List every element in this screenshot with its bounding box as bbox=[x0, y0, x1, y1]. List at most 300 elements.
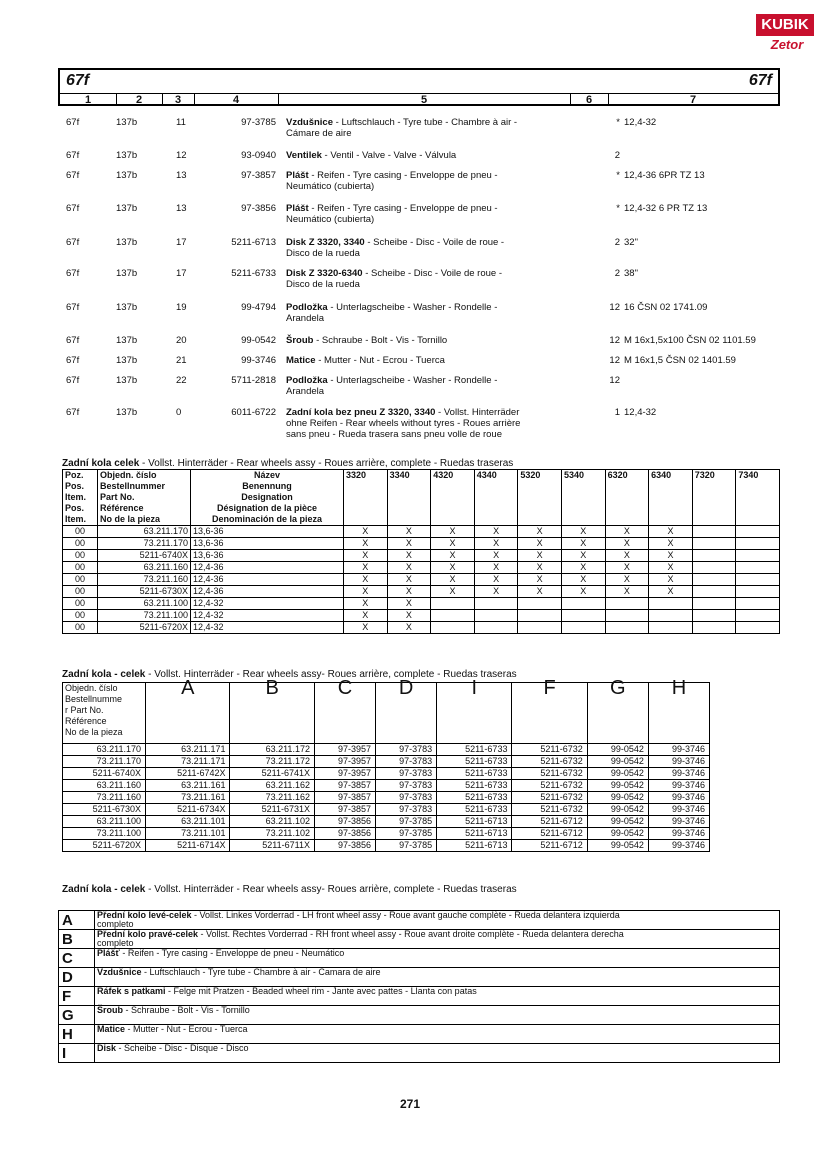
part-qty: 2 bbox=[614, 268, 620, 279]
compat-mark bbox=[692, 610, 736, 622]
section2-title-rest: - Vollst. Hinterräder - Rear wheels assy- Roues arrière, complete - Ruedas traseras bbox=[145, 669, 517, 680]
part-number-cell: 97-3783 bbox=[376, 744, 437, 756]
table-header-row bbox=[63, 683, 710, 744]
part-desc: - Scheibe - Disc - Voile de roue - bbox=[364, 237, 505, 248]
model-header: 5340 bbox=[561, 470, 605, 526]
part-number-cell: 5211-6741X bbox=[230, 768, 314, 780]
part-c4: 97-3857 bbox=[241, 170, 276, 181]
compat-mark bbox=[474, 598, 518, 610]
col-header-3: 3 bbox=[174, 94, 182, 106]
component-letter-header: A bbox=[146, 683, 230, 744]
table-row bbox=[63, 768, 710, 780]
section-code-left: 67f bbox=[66, 72, 90, 89]
section2-title bbox=[62, 669, 517, 680]
component-letter-header: G bbox=[587, 683, 648, 744]
part-c4: 6011-6722 bbox=[231, 407, 276, 418]
table-row bbox=[63, 828, 710, 840]
part-description bbox=[286, 117, 556, 139]
part-desc: - Reifen - Tyre casing - Enveloppe de pneu - bbox=[308, 170, 498, 181]
part-number-cell: 97-3857 bbox=[314, 804, 375, 816]
part-qty: * bbox=[616, 117, 620, 128]
part-name: Plášt bbox=[286, 170, 309, 181]
part-c3: 17 bbox=[176, 237, 187, 248]
part-number-cell: 99-0542 bbox=[587, 744, 648, 756]
table-row bbox=[63, 744, 710, 756]
compat-mark bbox=[736, 598, 780, 610]
part-number-header: Objedn. číslo Bestellnumme r Part No. Référence No de la pieza bbox=[63, 683, 146, 744]
col-header-7: 7 bbox=[689, 94, 697, 106]
compat-mark bbox=[518, 598, 562, 610]
section-code-right: 67f bbox=[748, 72, 772, 89]
part-c2: 137b bbox=[116, 355, 138, 366]
part-c1: 67f bbox=[66, 407, 80, 418]
compat-mark: X bbox=[561, 574, 605, 586]
part-number-cell: 73.211.100 bbox=[63, 828, 146, 840]
part-c1: 67f bbox=[66, 302, 80, 313]
compat-mark bbox=[736, 538, 780, 550]
part-desc-line2: Disco de la rueda bbox=[286, 279, 360, 290]
compat-mark bbox=[518, 610, 562, 622]
part-name: Zadní kola bez pneu Z 3320, 3340 bbox=[286, 407, 436, 418]
part-number-cell: 97-3957 bbox=[314, 756, 375, 768]
part-desc-line3: sans pneu - Rueda trasera sans pneu volle de roue bbox=[286, 429, 502, 440]
part-desc-line2: Arandela bbox=[286, 386, 325, 397]
part-note: 16 ČSN 02 1741.09 bbox=[624, 302, 708, 313]
table-row bbox=[63, 586, 780, 598]
part-desc: - Unterlagscheibe - Washer - Rondelle - bbox=[327, 375, 498, 386]
compat-mark: X bbox=[474, 562, 518, 574]
part-number-cell: 63.211.160 bbox=[63, 780, 146, 792]
part-c2: 137b bbox=[116, 407, 138, 418]
part-number-cell: 99-3746 bbox=[648, 768, 709, 780]
compat-mark bbox=[692, 586, 736, 598]
legend-desc: - Luftschlauch - Tyre tube - Chambre à air - Camara de aire bbox=[141, 967, 381, 977]
part-note: 12,4-32 bbox=[624, 117, 657, 128]
part-number-cell: 97-3856 bbox=[314, 840, 375, 852]
compat-mark bbox=[561, 622, 605, 634]
legend-letter: B bbox=[59, 930, 95, 949]
table-row bbox=[63, 550, 780, 562]
row-part: 5211-6730X bbox=[98, 586, 191, 598]
compat-mark bbox=[561, 598, 605, 610]
row-name: 13,6-36 bbox=[191, 538, 344, 550]
compat-mark: X bbox=[518, 526, 562, 538]
compat-mark bbox=[649, 610, 693, 622]
table-row bbox=[63, 598, 780, 610]
part-description bbox=[286, 335, 556, 346]
compat-mark bbox=[431, 622, 475, 634]
part-number-cell: 5211-6711X bbox=[230, 840, 314, 852]
part-number-cell: 99-3746 bbox=[648, 840, 709, 852]
legend-name: Přední kolo levé-celek bbox=[97, 910, 192, 920]
table-row bbox=[63, 622, 780, 634]
part-number-cell: 97-3856 bbox=[314, 828, 375, 840]
part-number-cell: 99-3746 bbox=[648, 756, 709, 768]
part-number-cell: 63.211.162 bbox=[230, 780, 314, 792]
part-number-cell: 99-0542 bbox=[587, 816, 648, 828]
part-c1: 67f bbox=[66, 117, 80, 128]
part-c3: 19 bbox=[176, 302, 187, 313]
row-name: 12,4-36 bbox=[191, 574, 344, 586]
compat-mark: X bbox=[561, 550, 605, 562]
part-number-cell: 5211-6733 bbox=[437, 780, 512, 792]
compat-mark bbox=[736, 574, 780, 586]
compat-mark: X bbox=[344, 550, 388, 562]
legend-name: Ráfek s patkami bbox=[97, 986, 166, 996]
part-c1: 67f bbox=[66, 237, 80, 248]
row-pos: 00 bbox=[63, 538, 98, 550]
row-part: 5211-6740X bbox=[98, 550, 191, 562]
part-number-cell: 63.211.172 bbox=[230, 744, 314, 756]
part-c4: 5711-2818 bbox=[231, 375, 276, 386]
compat-mark: X bbox=[387, 574, 431, 586]
part-description bbox=[286, 375, 556, 397]
part-c1: 67f bbox=[66, 170, 80, 181]
compat-mark bbox=[605, 598, 649, 610]
part-number-cell: 99-0542 bbox=[587, 756, 648, 768]
part-number-cell: 97-3957 bbox=[314, 744, 375, 756]
legend-text bbox=[95, 1044, 780, 1063]
compat-mark bbox=[692, 550, 736, 562]
part-desc: - Luftschlauch - Tyre tube - Chambre à air - bbox=[333, 117, 518, 128]
part-desc-line2: Cámare de aire bbox=[286, 128, 352, 139]
compat-mark: X bbox=[561, 562, 605, 574]
part-note: 12,4-32 6 PR TZ 13 bbox=[624, 203, 708, 214]
compat-mark: X bbox=[518, 550, 562, 562]
part-number-cell: 5211-6732 bbox=[512, 756, 587, 768]
part-number-cell: 5211-6733 bbox=[437, 744, 512, 756]
part-number-cell: 63.211.102 bbox=[230, 816, 314, 828]
part-qty: 12 bbox=[609, 302, 620, 313]
part-number-cell: 99-3746 bbox=[648, 816, 709, 828]
table-row bbox=[63, 526, 780, 538]
row-part: 63.211.100 bbox=[98, 598, 191, 610]
part-description bbox=[286, 268, 556, 290]
row-part: 63.211.170 bbox=[98, 526, 191, 538]
legend-desc: - Felge mit Pratzen - Beaded wheel rim - Jante avec pattes - Llanta con patas bbox=[165, 986, 477, 996]
compat-mark bbox=[736, 526, 780, 538]
part-number-cell: 97-3857 bbox=[314, 792, 375, 804]
part-number-cell: 73.211.172 bbox=[230, 756, 314, 768]
part-number-cell: 5211-6740X bbox=[63, 768, 146, 780]
part-desc: - Reifen - Tyre casing - Enveloppe de pneu - bbox=[308, 203, 498, 214]
compat-mark: X bbox=[649, 562, 693, 574]
compat-mark bbox=[736, 622, 780, 634]
model-header: 4320 bbox=[431, 470, 475, 526]
part-qty: 12 bbox=[609, 375, 620, 386]
compat-mark: X bbox=[649, 550, 693, 562]
part-note: M 16x1,5x100 ČSN 02 1101.59 bbox=[624, 335, 756, 346]
compat-mark: X bbox=[431, 538, 475, 550]
part-description bbox=[286, 170, 556, 192]
part-name: Disk Z 3320, 3340 bbox=[286, 237, 365, 248]
compat-mark: X bbox=[344, 538, 388, 550]
compat-mark: X bbox=[431, 586, 475, 598]
legend-desc: - Reifen - Tyre casing - Enveloppe de pneu - Neumático bbox=[119, 948, 345, 958]
part-number-cell: 97-3856 bbox=[314, 816, 375, 828]
part-c4: 93-0940 bbox=[241, 150, 276, 161]
compat-mark: X bbox=[474, 586, 518, 598]
part-number-cell: 99-0542 bbox=[587, 768, 648, 780]
part-c4: 99-0542 bbox=[241, 335, 276, 346]
row-pos: 00 bbox=[63, 574, 98, 586]
compat-mark bbox=[692, 598, 736, 610]
part-name: Plášt bbox=[286, 203, 309, 214]
part-number-cell: 99-3746 bbox=[648, 744, 709, 756]
compat-mark: X bbox=[649, 574, 693, 586]
part-number-cell: 97-3785 bbox=[376, 840, 437, 852]
legend-letter: H bbox=[59, 1025, 95, 1044]
part-number-cell: 97-3957 bbox=[314, 768, 375, 780]
pos-header: Poz. Pos. Item. Pos. Item. bbox=[63, 470, 98, 526]
legend-letter: C bbox=[59, 949, 95, 968]
part-description bbox=[286, 150, 556, 161]
part-qty: * bbox=[616, 203, 620, 214]
compat-mark: X bbox=[518, 586, 562, 598]
part-c3: 21 bbox=[176, 355, 187, 366]
compat-mark bbox=[736, 610, 780, 622]
part-description bbox=[286, 355, 556, 366]
part-number-cell: 5211-6734X bbox=[146, 804, 230, 816]
part-c3: 17 bbox=[176, 268, 187, 279]
part-number-cell: 5211-6733 bbox=[437, 756, 512, 768]
part-desc-line2: ohne Reifen - Rear wheels without tyres - Roues arrière bbox=[286, 418, 521, 429]
legend-text bbox=[95, 987, 780, 1006]
model-header: 6320 bbox=[605, 470, 649, 526]
compat-mark: X bbox=[649, 538, 693, 550]
part-qty: * bbox=[616, 170, 620, 181]
part-name: Šroub bbox=[286, 335, 314, 346]
part-c2: 137b bbox=[116, 237, 138, 248]
compat-mark bbox=[692, 574, 736, 586]
part-qty: 2 bbox=[614, 150, 620, 161]
part-number-cell: 5211-6712 bbox=[512, 840, 587, 852]
row-pos: 00 bbox=[63, 562, 98, 574]
part-number-cell: 5211-6712 bbox=[512, 828, 587, 840]
part-c1: 67f bbox=[66, 335, 80, 346]
legend-text bbox=[95, 968, 780, 987]
legend-text bbox=[95, 1006, 780, 1025]
row-name: 13,6-36 bbox=[191, 550, 344, 562]
compat-mark: X bbox=[605, 550, 649, 562]
legend-text bbox=[95, 949, 780, 968]
compat-mark: X bbox=[344, 610, 388, 622]
part-c1: 67f bbox=[66, 203, 80, 214]
compat-mark: X bbox=[561, 526, 605, 538]
model-header: 3340 bbox=[387, 470, 431, 526]
part-qty: 12 bbox=[609, 335, 620, 346]
part-number-cell: 63.211.101 bbox=[146, 816, 230, 828]
part-number-cell: 99-3746 bbox=[648, 780, 709, 792]
section1-title-rest: - Vollst. Hinterräder - Rear wheels assy - Roues arrière, complete - Ruedas traseras bbox=[139, 458, 514, 469]
compat-mark: X bbox=[387, 610, 431, 622]
part-c3: 11 bbox=[176, 117, 186, 128]
row-name: 12,4-36 bbox=[191, 562, 344, 574]
part-c2: 137b bbox=[116, 375, 138, 386]
col-header-2: 2 bbox=[135, 94, 143, 106]
part-c1: 67f bbox=[66, 355, 80, 366]
legend-letter: F bbox=[59, 987, 95, 1006]
compat-mark bbox=[692, 622, 736, 634]
part-c2: 137b bbox=[116, 117, 138, 128]
part-number-cell: 99-0542 bbox=[587, 828, 648, 840]
part-c1: 67f bbox=[66, 375, 80, 386]
part-number-cell: 5211-6742X bbox=[146, 768, 230, 780]
part-number-cell: 73.211.161 bbox=[146, 792, 230, 804]
parts-header-box bbox=[58, 68, 780, 106]
part-number-cell: 99-0542 bbox=[587, 804, 648, 816]
compat-mark bbox=[649, 598, 693, 610]
part-number-cell: 63.211.171 bbox=[146, 744, 230, 756]
part-c2: 137b bbox=[116, 170, 138, 181]
part-number-cell: 5211-6732 bbox=[512, 804, 587, 816]
part-number-cell: 73.211.101 bbox=[146, 828, 230, 840]
part-number-cell: 5211-6733 bbox=[437, 792, 512, 804]
model-header: 7320 bbox=[692, 470, 736, 526]
part-c4: 99-4794 bbox=[241, 302, 276, 313]
part-note: 32" bbox=[624, 237, 638, 248]
compat-mark: X bbox=[344, 598, 388, 610]
part-number-cell: 63.211.170 bbox=[63, 744, 146, 756]
model-header: 6340 bbox=[649, 470, 693, 526]
legend-table bbox=[58, 910, 780, 1063]
part-number-cell: 99-3746 bbox=[648, 828, 709, 840]
part-name: Ventilek bbox=[286, 150, 322, 161]
part-qty: 1 bbox=[614, 407, 620, 418]
model-header: 7340 bbox=[736, 470, 780, 526]
part-number-cell: 5211-6732 bbox=[512, 768, 587, 780]
row-part: 5211-6720X bbox=[98, 622, 191, 634]
legend-row bbox=[59, 930, 780, 949]
part-number-cell: 97-3783 bbox=[376, 804, 437, 816]
part-number-cell: 73.211.170 bbox=[63, 756, 146, 768]
legend-name: Matice bbox=[97, 1024, 126, 1034]
part-number-cell: 99-0542 bbox=[587, 792, 648, 804]
compat-mark: X bbox=[387, 586, 431, 598]
part-c2: 137b bbox=[116, 203, 138, 214]
compat-mark bbox=[518, 622, 562, 634]
table-row bbox=[63, 780, 710, 792]
legend-name: Šroub bbox=[97, 1005, 123, 1015]
part-number-cell: 5211-6733 bbox=[437, 768, 512, 780]
legend-row bbox=[59, 968, 780, 987]
kubik-logo-text: KUBIK bbox=[756, 14, 814, 36]
compat-mark bbox=[474, 622, 518, 634]
part-qty: 2 bbox=[614, 237, 620, 248]
part-number-cell: 73.211.162 bbox=[230, 792, 314, 804]
part-c4: 5211-6713 bbox=[231, 237, 276, 248]
row-part: 73.211.170 bbox=[98, 538, 191, 550]
compat-mark: X bbox=[474, 526, 518, 538]
assy-parts-table bbox=[62, 677, 710, 852]
part-c3: 12 bbox=[176, 150, 187, 161]
part-qty: 12 bbox=[609, 355, 620, 366]
legend-letter: G bbox=[59, 1006, 95, 1025]
compat-mark bbox=[736, 550, 780, 562]
part-desc: - Ventil - Valve - Valve - Válvula bbox=[321, 150, 457, 161]
legend-name: Disk bbox=[97, 1043, 117, 1053]
table-row bbox=[63, 756, 710, 768]
part-name: Matice bbox=[286, 355, 316, 366]
name-header: Název Benennung Designation Désignation de la pièce Denominación de la pieza bbox=[191, 470, 344, 526]
part-number-cell: 5211-6732 bbox=[512, 744, 587, 756]
legend-row bbox=[59, 911, 780, 930]
part-desc-line2: Arandela bbox=[286, 313, 325, 324]
compat-mark: X bbox=[387, 550, 431, 562]
part-description bbox=[286, 237, 556, 259]
table-row bbox=[63, 538, 780, 550]
row-name: 13,6-36 bbox=[191, 526, 344, 538]
legend-row bbox=[59, 1006, 780, 1025]
part-number-cell: 5211-6714X bbox=[146, 840, 230, 852]
compat-mark: X bbox=[474, 574, 518, 586]
part-note: 12,4-32 bbox=[624, 407, 657, 418]
compat-mark: X bbox=[344, 622, 388, 634]
part-name: Podložka bbox=[286, 375, 328, 386]
compat-mark: X bbox=[387, 562, 431, 574]
col-header-5: 5 bbox=[420, 94, 428, 106]
compat-mark: X bbox=[474, 550, 518, 562]
col-header-6: 6 bbox=[585, 94, 593, 106]
part-c2: 137b bbox=[116, 302, 138, 313]
legend-letter: I bbox=[59, 1044, 95, 1063]
compat-mark: X bbox=[387, 538, 431, 550]
legend-name: Plášť bbox=[97, 948, 120, 958]
part-number-cell: 5211-6720X bbox=[63, 840, 146, 852]
part-desc-line2: Neumático (cubierta) bbox=[286, 181, 375, 192]
compat-mark: X bbox=[344, 526, 388, 538]
compat-mark: X bbox=[605, 574, 649, 586]
compat-mark: X bbox=[431, 574, 475, 586]
part-c1: 67f bbox=[66, 150, 80, 161]
compat-mark bbox=[692, 538, 736, 550]
compat-mark bbox=[692, 526, 736, 538]
component-letter-header: C bbox=[314, 683, 375, 744]
part-number-cell: 73.211.102 bbox=[230, 828, 314, 840]
compat-mark: X bbox=[474, 538, 518, 550]
part-number-cell: 63.211.100 bbox=[63, 816, 146, 828]
part-number-cell: 73.211.171 bbox=[146, 756, 230, 768]
part-number-cell: 5211-6713 bbox=[437, 840, 512, 852]
row-name: 12,4-36 bbox=[191, 586, 344, 598]
col-header-4: 4 bbox=[232, 94, 240, 106]
kubik-zetor-logo bbox=[756, 14, 814, 56]
compat-mark: X bbox=[561, 586, 605, 598]
component-letter-header: H bbox=[648, 683, 709, 744]
compat-mark bbox=[649, 622, 693, 634]
part-c2: 137b bbox=[116, 150, 138, 161]
part-number-cell: 97-3783 bbox=[376, 792, 437, 804]
part-c3: 20 bbox=[176, 335, 187, 346]
part-desc: - Vollst. Hinterräder bbox=[435, 407, 520, 418]
row-pos: 00 bbox=[63, 622, 98, 634]
part-desc: - Scheibe - Disc - Voile de roue - bbox=[362, 268, 502, 279]
table-row bbox=[63, 804, 710, 816]
part-number-cell: 99-0542 bbox=[587, 780, 648, 792]
compat-mark bbox=[431, 610, 475, 622]
part-number-cell: 5211-6712 bbox=[512, 816, 587, 828]
compat-mark: X bbox=[431, 562, 475, 574]
part-number-cell: 5211-6731X bbox=[230, 804, 314, 816]
legend-row bbox=[59, 1044, 780, 1063]
part-note: 12,4-36 6PR TZ 13 bbox=[624, 170, 705, 181]
row-pos: 00 bbox=[63, 598, 98, 610]
part-number-cell: 5211-6732 bbox=[512, 792, 587, 804]
compat-mark: X bbox=[344, 574, 388, 586]
table-row bbox=[63, 610, 780, 622]
compat-mark: X bbox=[344, 562, 388, 574]
part-number-cell: 97-3857 bbox=[314, 780, 375, 792]
